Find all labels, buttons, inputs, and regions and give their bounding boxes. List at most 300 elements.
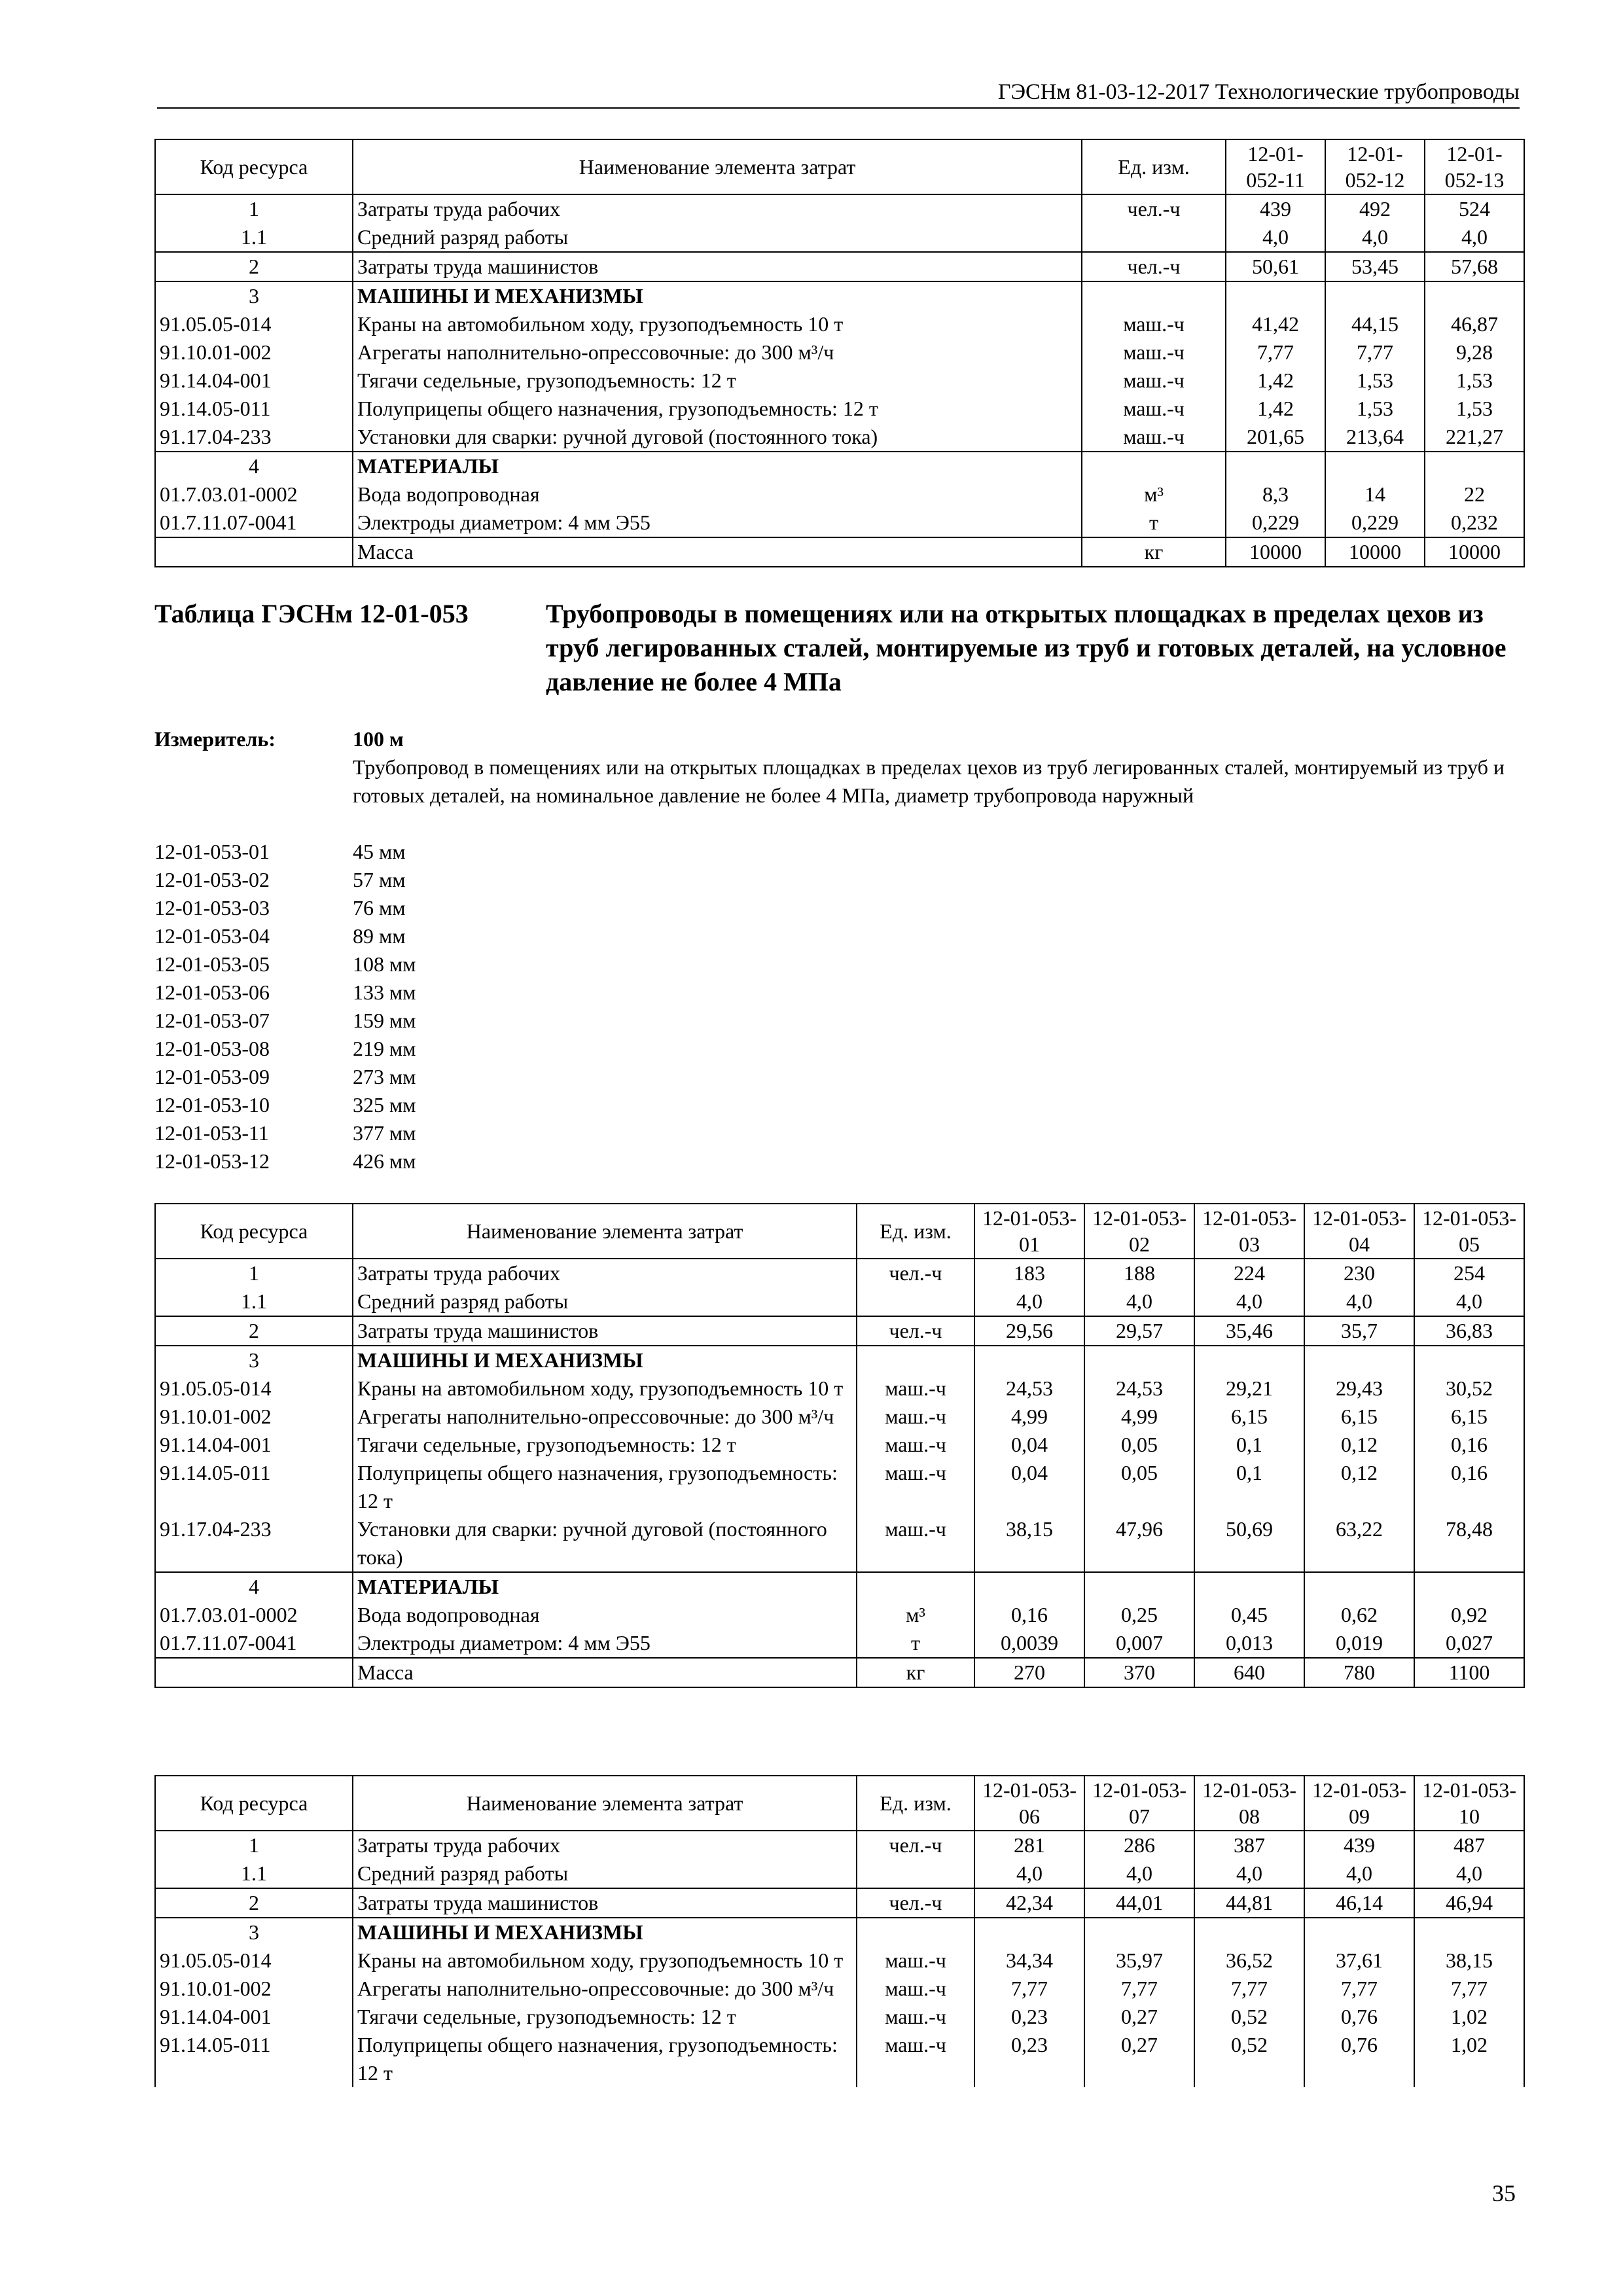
resource-unit — [1082, 452, 1226, 480]
resource-value: 0,05 — [1084, 1431, 1194, 1459]
resource-name: Вода водопроводная — [353, 480, 1082, 509]
resource-value: 42,34 — [974, 1888, 1084, 1918]
resource-code: 91.14.05-011 — [155, 2031, 353, 2087]
norm-code: 12-01-053-10 — [154, 1093, 270, 1117]
resource-table-052 — [154, 139, 1525, 567]
table-row — [155, 1888, 1524, 1918]
resource-value — [1194, 1918, 1304, 1946]
resource-value: 10000 — [1226, 537, 1325, 567]
table-row — [155, 223, 1524, 252]
resource-value: 1,53 — [1425, 395, 1524, 423]
resource-code: 1.1 — [155, 1287, 353, 1316]
resource-value: 78,48 — [1414, 1515, 1524, 1572]
measure-label: Измеритель: — [154, 727, 276, 751]
resource-name: Тягачи седельные, грузоподъемность: 12 т — [353, 1431, 857, 1459]
resource-value: 0,05 — [1084, 1459, 1194, 1515]
resource-value: 6,15 — [1414, 1403, 1524, 1431]
resource-unit: маш.-ч — [1082, 310, 1226, 338]
resource-value — [1194, 1572, 1304, 1601]
resource-value: 224 — [1194, 1259, 1304, 1287]
resource-value: 46,87 — [1425, 310, 1524, 338]
norm-code: 12-01-053-05 — [154, 952, 270, 976]
resource-unit: маш.-ч — [857, 1459, 974, 1515]
resource-name: Установки для сварки: ручной дуговой (постоянного тока) — [353, 1515, 857, 1572]
resource-value — [1084, 1572, 1194, 1601]
resource-code: 2 — [155, 252, 353, 281]
resource-value: 34,34 — [974, 1946, 1084, 1975]
resource-unit — [857, 1859, 974, 1888]
resource-value: 0,04 — [974, 1431, 1084, 1459]
resource-value: 35,46 — [1194, 1316, 1304, 1346]
norm-code: 12-01-053-03 — [154, 896, 270, 920]
resource-value: 492 — [1325, 194, 1425, 223]
norm-code: 12-01-053-04 — [154, 924, 270, 948]
resource-value: 439 — [1226, 194, 1325, 223]
norm-code: 12-01-053-07 — [154, 1009, 270, 1032]
resource-value: 487 — [1414, 1831, 1524, 1859]
resource-code: 4 — [155, 1572, 353, 1601]
col-header-name: Наименование элемента затрат — [353, 1776, 857, 1831]
resource-code: 1.1 — [155, 1859, 353, 1888]
resource-value: 7,77 — [1084, 1975, 1194, 2003]
resource-value: 38,15 — [1414, 1946, 1524, 1975]
norm-code: 12-01-053-06 — [154, 980, 270, 1004]
resource-name: Агрегаты наполнительно-опрессовочные: до 300 м³/ч — [353, 338, 1082, 367]
resource-value: 4,0 — [1194, 1859, 1304, 1888]
table-row — [155, 1975, 1524, 2003]
resource-name: Агрегаты наполнительно-опрессовочные: до 300 м³/ч — [353, 1403, 857, 1431]
section-heading: МАТЕРИАЛЫ — [353, 1572, 857, 1601]
resource-unit: т — [857, 1629, 974, 1658]
measure-value: 100 м — [353, 727, 404, 751]
resource-value: 50,69 — [1194, 1515, 1304, 1572]
resource-unit: чел.-ч — [1082, 252, 1226, 281]
resource-value: 35,97 — [1084, 1946, 1194, 1975]
resource-value: 1,53 — [1325, 395, 1425, 423]
norm-code: 12-01-053-01 — [154, 840, 270, 863]
resource-name: Средний разряд работы — [353, 223, 1082, 252]
measure-description: Трубопровод в помещениях или на открытых площадках в пределах цехов из труб легированных сталей, монтируемый из труб и готовых деталей, на номинальное давление не более 4 МПа, диаметр трубопровода наружный — [353, 755, 1505, 807]
col-header-norm: 12-01-052-12 — [1325, 139, 1425, 194]
resource-value: 4,0 — [1194, 1287, 1304, 1316]
resource-unit: чел.-ч — [857, 1259, 974, 1287]
resource-value: 230 — [1304, 1259, 1414, 1287]
resource-value: 10000 — [1325, 537, 1425, 567]
resource-code: 91.17.04-233 — [155, 1515, 353, 1572]
resource-value: 0,1 — [1194, 1431, 1304, 1459]
resource-code: 91.14.05-011 — [155, 1459, 353, 1515]
resource-value: 24,53 — [1084, 1374, 1194, 1403]
resource-table-053-b — [154, 1775, 1525, 2087]
resource-value — [1425, 452, 1524, 480]
resource-name: Затраты труда машинистов — [353, 1316, 857, 1346]
resource-value: 780 — [1304, 1658, 1414, 1687]
resource-unit: чел.-ч — [857, 1831, 974, 1859]
resource-name: Полуприцепы общего назначения, грузоподъемность: 12 т — [353, 1459, 857, 1515]
resource-value: 0,229 — [1325, 509, 1425, 537]
table-row — [155, 1601, 1524, 1629]
col-header-code: Код ресурса — [155, 139, 353, 194]
resource-code: 91.14.04-001 — [155, 1431, 353, 1459]
resource-value: 0,16 — [974, 1601, 1084, 1629]
resource-value: 29,56 — [974, 1316, 1084, 1346]
norm-size: 108 мм — [353, 952, 416, 976]
table-row — [155, 1658, 1524, 1687]
resource-value: 46,94 — [1414, 1888, 1524, 1918]
resource-unit: т — [1082, 509, 1226, 537]
table-row — [155, 2003, 1524, 2031]
resource-value — [1304, 1918, 1414, 1946]
resource-code — [155, 537, 353, 567]
resource-code: 3 — [155, 1346, 353, 1374]
resource-code — [155, 1658, 353, 1687]
resource-value: 41,42 — [1226, 310, 1325, 338]
norm-size: 219 мм — [353, 1037, 416, 1060]
table-row — [155, 252, 1524, 281]
resource-value: 270 — [974, 1658, 1084, 1687]
table-row — [155, 480, 1524, 509]
resource-value: 439 — [1304, 1831, 1414, 1859]
resource-code: 91.05.05-014 — [155, 1946, 353, 1975]
col-header-unit: Ед. изм. — [857, 1204, 974, 1259]
resource-code: 4 — [155, 452, 353, 480]
page-number: 35 — [1492, 2180, 1516, 2206]
resource-value: 0,007 — [1084, 1629, 1194, 1658]
resource-value: 0,12 — [1304, 1459, 1414, 1515]
resource-code: 3 — [155, 281, 353, 310]
resource-value: 7,77 — [974, 1975, 1084, 2003]
resource-value: 201,65 — [1226, 423, 1325, 452]
resource-value: 8,3 — [1226, 480, 1325, 509]
norm-size: 57 мм — [353, 868, 406, 891]
resource-name: Затраты труда рабочих — [353, 194, 1082, 223]
resource-value: 7,77 — [1194, 1975, 1304, 2003]
table-row — [155, 2031, 1524, 2087]
resource-unit: маш.-ч — [857, 1403, 974, 1431]
resource-value: 29,57 — [1084, 1316, 1194, 1346]
resource-code: 01.7.11.07-0041 — [155, 509, 353, 537]
table-row — [155, 1572, 1524, 1601]
resource-value: 0,232 — [1425, 509, 1524, 537]
resource-unit: м³ — [1082, 480, 1226, 509]
resource-name: Тягачи седельные, грузоподъемность: 12 т — [353, 2003, 857, 2031]
resource-unit: кг — [857, 1658, 974, 1687]
col-header-code: Код ресурса — [155, 1204, 353, 1259]
resource-name: Вода водопроводная — [353, 1601, 857, 1629]
resource-value: 0,1 — [1194, 1459, 1304, 1515]
resource-value: 4,0 — [1226, 223, 1325, 252]
resource-value: 7,77 — [1226, 338, 1325, 367]
resource-code: 91.14.05-011 — [155, 395, 353, 423]
resource-value: 36,52 — [1194, 1946, 1304, 1975]
table-row — [155, 1403, 1524, 1431]
resource-value: 0,52 — [1194, 2003, 1304, 2031]
resource-value: 7,77 — [1325, 338, 1425, 367]
table-row — [155, 1918, 1524, 1946]
resource-value: 44,81 — [1194, 1888, 1304, 1918]
norm-size: 89 мм — [353, 924, 406, 948]
resource-name: Масса — [353, 537, 1082, 567]
resource-unit: маш.-ч — [1082, 338, 1226, 367]
resource-code: 91.10.01-002 — [155, 1975, 353, 2003]
resource-value: 0,76 — [1304, 2003, 1414, 2031]
resource-value: 38,15 — [974, 1515, 1084, 1572]
resource-unit: маш.-ч — [1082, 367, 1226, 395]
resource-name: Средний разряд работы — [353, 1287, 857, 1316]
resource-value: 0,23 — [974, 2031, 1084, 2087]
resource-value: 1,02 — [1414, 2003, 1524, 2031]
col-header-code: Код ресурса — [155, 1776, 353, 1831]
resource-name: Установки для сварки: ручной дуговой (постоянного тока) — [353, 423, 1082, 452]
resource-value: 1,02 — [1414, 2031, 1524, 2087]
resource-value: 4,0 — [974, 1859, 1084, 1888]
resource-name: Масса — [353, 1658, 857, 1687]
resource-value: 4,0 — [1325, 223, 1425, 252]
table-row — [155, 1859, 1524, 1888]
table-row — [155, 1316, 1524, 1346]
table-row — [155, 367, 1524, 395]
resource-name: Тягачи седельные, грузоподъемность: 12 т — [353, 367, 1082, 395]
resource-unit: маш.-ч — [857, 1975, 974, 2003]
resource-value — [1425, 281, 1524, 310]
resource-code: 1.1 — [155, 223, 353, 252]
resource-value: 4,0 — [1084, 1287, 1194, 1316]
norm-code: 12-01-053-11 — [154, 1121, 269, 1145]
resource-code: 91.14.04-001 — [155, 367, 353, 395]
table-row — [155, 509, 1524, 537]
resource-code: 1 — [155, 194, 353, 223]
resource-name: Краны на автомобильном ходу, грузоподъемность 10 т — [353, 1374, 857, 1403]
resource-value: 4,0 — [1084, 1859, 1194, 1888]
resource-code: 91.10.01-002 — [155, 1403, 353, 1431]
resource-unit — [857, 1918, 974, 1946]
resource-value: 0,92 — [1414, 1601, 1524, 1629]
resource-name: Краны на автомобильном ходу, грузоподъемность 10 т — [353, 1946, 857, 1975]
resource-value: 1100 — [1414, 1658, 1524, 1687]
resource-unit — [1082, 281, 1226, 310]
resource-value — [1325, 281, 1425, 310]
resource-name: Электроды диаметром: 4 мм Э55 — [353, 509, 1082, 537]
col-header-norm: 12-01-053-08 — [1194, 1776, 1304, 1831]
resource-value: 387 — [1194, 1831, 1304, 1859]
resource-value: 4,0 — [974, 1287, 1084, 1316]
resource-value: 4,0 — [1425, 223, 1524, 252]
resource-value: 7,77 — [1414, 1975, 1524, 2003]
resource-value: 0,52 — [1194, 2031, 1304, 2087]
col-header-name: Наименование элемента затрат — [353, 1204, 857, 1259]
resource-value — [1084, 1918, 1194, 1946]
resource-value: 0,0039 — [974, 1629, 1084, 1658]
resource-value: 188 — [1084, 1259, 1194, 1287]
norm-size: 325 мм — [353, 1093, 416, 1117]
resource-value: 50,61 — [1226, 252, 1325, 281]
col-header-norm: 12-01-052-11 — [1226, 139, 1325, 194]
resource-value — [1414, 1918, 1524, 1946]
resource-code: 1 — [155, 1831, 353, 1859]
resource-value: 0,013 — [1194, 1629, 1304, 1658]
resource-code: 2 — [155, 1888, 353, 1918]
resource-name: Агрегаты наполнительно-опрессовочные: до 300 м³/ч — [353, 1975, 857, 2003]
resource-code: 01.7.03.01-0002 — [155, 1601, 353, 1629]
resource-value: 6,15 — [1304, 1403, 1414, 1431]
resource-unit: маш.-ч — [857, 2003, 974, 2031]
col-header-unit: Ед. изм. — [1082, 139, 1226, 194]
resource-value: 0,45 — [1194, 1601, 1304, 1629]
resource-value: 10000 — [1425, 537, 1524, 567]
col-header-norm: 12-01-053-10 — [1414, 1776, 1524, 1831]
section-heading: МАШИНЫ И МЕХАНИЗМЫ — [353, 281, 1082, 310]
resource-value: 1,42 — [1226, 367, 1325, 395]
table-row — [155, 423, 1524, 452]
resource-name: Затраты труда машинистов — [353, 1888, 857, 1918]
page-header: ГЭСНм 81-03-12-2017 Технологические трубопроводы — [157, 77, 1520, 109]
resource-unit: чел.-ч — [857, 1888, 974, 1918]
resource-value — [1325, 452, 1425, 480]
col-header-norm: 12-01-053-04 — [1304, 1204, 1414, 1259]
resource-name: Электроды диаметром: 4 мм Э55 — [353, 1629, 857, 1658]
resource-value: 63,22 — [1304, 1515, 1414, 1572]
resource-value: 29,21 — [1194, 1374, 1304, 1403]
table-row — [155, 1374, 1524, 1403]
norm-size: 76 мм — [353, 896, 406, 920]
col-header-norm: 12-01-053-07 — [1084, 1776, 1194, 1831]
resource-name: Затраты труда рабочих — [353, 1831, 857, 1859]
resource-unit — [857, 1287, 974, 1316]
resource-value: 9,28 — [1425, 338, 1524, 367]
col-header-norm: 12-01-053-06 — [974, 1776, 1084, 1831]
resource-value — [1084, 1346, 1194, 1374]
resource-value: 0,16 — [1414, 1459, 1524, 1515]
table-row — [155, 338, 1524, 367]
table-row — [155, 1431, 1524, 1459]
resource-value: 53,45 — [1325, 252, 1425, 281]
norm-code: 12-01-053-12 — [154, 1149, 270, 1173]
resource-value: 29,43 — [1304, 1374, 1414, 1403]
col-header-norm: 12-01-052-13 — [1425, 139, 1524, 194]
resource-unit: маш.-ч — [1082, 423, 1226, 452]
resource-value: 57,68 — [1425, 252, 1524, 281]
resource-code: 01.7.11.07-0041 — [155, 1629, 353, 1658]
resource-value — [974, 1918, 1084, 1946]
resource-value: 44,01 — [1084, 1888, 1194, 1918]
resource-unit: маш.-ч — [857, 1374, 974, 1403]
table-row — [155, 1629, 1524, 1658]
resource-value: 286 — [1084, 1831, 1194, 1859]
resource-value: 0,16 — [1414, 1431, 1524, 1459]
resource-value: 0,23 — [974, 2003, 1084, 2031]
resource-value: 0,12 — [1304, 1431, 1414, 1459]
resource-value: 37,61 — [1304, 1946, 1414, 1975]
resource-value: 183 — [974, 1259, 1084, 1287]
resource-code: 91.05.05-014 — [155, 310, 353, 338]
resource-value: 4,0 — [1304, 1287, 1414, 1316]
resource-unit — [1082, 223, 1226, 252]
resource-name: Затраты труда рабочих — [353, 1259, 857, 1287]
resource-value: 4,99 — [1084, 1403, 1194, 1431]
resource-value — [1226, 281, 1325, 310]
resource-name: Краны на автомобильном ходу, грузоподъемность 10 т — [353, 310, 1082, 338]
resource-code: 91.14.04-001 — [155, 2003, 353, 2031]
resource-value: 44,15 — [1325, 310, 1425, 338]
resource-value: 1,53 — [1325, 367, 1425, 395]
resource-code: 91.10.01-002 — [155, 338, 353, 367]
col-header-norm: 12-01-053-03 — [1194, 1204, 1304, 1259]
table-row — [155, 194, 1524, 223]
resource-value — [974, 1346, 1084, 1374]
resource-value: 4,99 — [974, 1403, 1084, 1431]
resource-unit: м³ — [857, 1601, 974, 1629]
col-header-norm: 12-01-053-09 — [1304, 1776, 1414, 1831]
norm-size: 45 мм — [353, 840, 406, 863]
table-row — [155, 1459, 1524, 1515]
resource-value: 47,96 — [1084, 1515, 1194, 1572]
resource-name: Полуприцепы общего назначения, грузоподъемность: 12 т — [353, 2031, 857, 2087]
resource-value: 0,019 — [1304, 1629, 1414, 1658]
resource-value: 7,77 — [1304, 1975, 1414, 2003]
table-row — [155, 281, 1524, 310]
resource-value: 4,0 — [1414, 1287, 1524, 1316]
resource-value: 36,83 — [1414, 1316, 1524, 1346]
table-row — [155, 1515, 1524, 1572]
col-header-norm: 12-01-053-05 — [1414, 1204, 1524, 1259]
table-row — [155, 1259, 1524, 1287]
resource-value: 0,027 — [1414, 1629, 1524, 1658]
resource-value: 46,14 — [1304, 1888, 1414, 1918]
table-row — [155, 1287, 1524, 1316]
resource-value — [1194, 1346, 1304, 1374]
resource-value: 0,25 — [1084, 1601, 1194, 1629]
table-row — [155, 310, 1524, 338]
norm-code: 12-01-053-09 — [154, 1065, 270, 1088]
section-heading: МАШИНЫ И МЕХАНИЗМЫ — [353, 1918, 857, 1946]
col-header-name: Наименование элемента затрат — [353, 139, 1082, 194]
section-heading: МАШИНЫ И МЕХАНИЗМЫ — [353, 1346, 857, 1374]
resource-unit: маш.-ч — [857, 2031, 974, 2087]
resource-value: 0,62 — [1304, 1601, 1414, 1629]
resource-unit: маш.-ч — [1082, 395, 1226, 423]
section-heading: МАТЕРИАЛЫ — [353, 452, 1082, 480]
table-row — [155, 1346, 1524, 1374]
table-row — [155, 537, 1524, 567]
resource-name: Средний разряд работы — [353, 1859, 857, 1888]
resource-value: 14 — [1325, 480, 1425, 509]
resource-value — [1414, 1572, 1524, 1601]
resource-unit: кг — [1082, 537, 1226, 567]
resource-code: 01.7.03.01-0002 — [155, 480, 353, 509]
resource-unit: маш.-ч — [857, 1515, 974, 1572]
resource-value: 1,42 — [1226, 395, 1325, 423]
resource-unit: маш.-ч — [857, 1431, 974, 1459]
resource-value: 0,04 — [974, 1459, 1084, 1515]
resource-value: 6,15 — [1194, 1403, 1304, 1431]
resource-value: 22 — [1425, 480, 1524, 509]
resource-value: 221,27 — [1425, 423, 1524, 452]
resource-code: 91.05.05-014 — [155, 1374, 353, 1403]
resource-value: 24,53 — [974, 1374, 1084, 1403]
table-title-text: Трубопроводы в помещениях или на открытых площадках в пределах цехов из труб легированных сталей, монтируемые из труб и готовых деталей, на условное давление не более 4 МПа — [546, 599, 1507, 696]
col-header-norm: 12-01-053-02 — [1084, 1204, 1194, 1259]
resource-code: 91.17.04-233 — [155, 423, 353, 452]
resource-value: 281 — [974, 1831, 1084, 1859]
norm-size: 133 мм — [353, 980, 416, 1004]
resource-value: 254 — [1414, 1259, 1524, 1287]
norm-size: 426 мм — [353, 1149, 416, 1173]
table-row — [155, 1831, 1524, 1859]
resource-value: 370 — [1084, 1658, 1194, 1687]
resource-name: Полуприцепы общего назначения, грузоподъемность: 12 т — [353, 395, 1082, 423]
table-row — [155, 452, 1524, 480]
resource-code: 1 — [155, 1259, 353, 1287]
